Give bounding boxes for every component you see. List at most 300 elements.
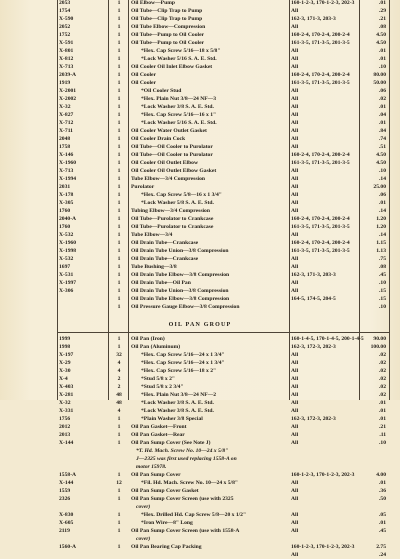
unit-price: 2.75 [376,544,386,550]
part-number: 1697 [59,264,71,270]
table-row [0,455,400,463]
unit-price: .01 [379,200,386,206]
applicable-models: All [291,384,299,390]
unit-price: .14 [379,232,386,238]
table-row [0,63,400,71]
part-number: X-32 [59,400,71,406]
part-description: Tube Elbow—3/4 [131,232,173,238]
part-description: Oil Drain Tube Union—3/8 Compression [131,288,229,294]
quantity: 1 [117,248,121,254]
part-number: 2039-A [59,72,77,78]
part-description: *Lock Washer 5/16 S. A. E. Std. [141,120,217,126]
part-description: *Lock Washer 3/8 S. A. E. Std. [141,400,214,406]
applicable-models: All [291,264,299,270]
part-description: Oil Cooler Oil Outlet Elbow Gasket [131,168,217,174]
table-row [0,215,400,223]
unit-price: 100.00 [370,344,386,350]
quantity: 1 [117,256,121,262]
table-row [0,263,400,271]
applicable-models: 161-3-5, 171-3-5, 201-3-5 [291,160,350,166]
part-number: 1560-A [59,544,77,550]
unit-price: .04 [379,112,386,118]
table-row [0,15,400,23]
quantity: 1 [117,344,121,350]
unit-price: .15 [379,296,386,302]
table-row [0,367,400,375]
part-number: 1999 [59,336,71,342]
part-description: *Hex. Drilled Hd. Cap Screw 5/8—20 x 1/2" [141,512,247,518]
applicable-models: 160-2-4, 170-2-4, 200-2-4 [291,216,350,222]
applicable-models: All [291,208,299,214]
part-number: 1559 [59,488,71,494]
applicable-models: All [291,136,299,142]
part-description: Oil Drain Tube—Crankcase [131,240,199,246]
part-number: X-1998 [59,248,77,254]
unit-price: .01 [379,416,386,422]
part-description: *Lock Washer 3/8 S. A. E. Std. [141,408,214,414]
part-number: X-801 [59,48,74,54]
unit-price: 4.50 [376,32,386,38]
table-row [0,479,400,487]
applicable-models: All [291,376,299,382]
table-row [0,39,400,47]
table-row [0,127,400,135]
unit-price: .51 [379,144,386,150]
part-description: *Hex. Cap Screw 5/16—18 x 2" [141,368,217,374]
quantity: 1 [117,0,121,6]
part-number: 2012 [59,424,71,430]
part-description: Oil Tube—Oil Cooler to Purolator [131,152,213,158]
part-number: 1919 [59,80,71,86]
quantity: 32 [116,352,122,358]
quantity: 4 [117,408,121,414]
unit-price: 50.00 [373,80,386,86]
part-number: X-29 [59,360,71,366]
table-row [0,511,400,519]
table-row [0,7,400,15]
part-description: *Hex. Plain Nut 3/8—24 NF—3 [141,96,217,102]
part-description: Oil Pan Gasket—Front [131,424,187,430]
quantity: 1 [117,152,121,158]
table-row [0,111,400,119]
table-row [0,79,400,87]
part-description: *Stud 5/8 x 2" [141,376,176,382]
part-description: *Plain Washer 3/8 Special [141,416,203,422]
applicable-models: All [291,552,299,558]
unit-price: .24 [379,552,386,558]
part-description: *Iron Wire—8" Long [141,520,193,526]
unit-price: .01 [379,0,386,6]
quantity: 1 [117,224,121,230]
applicable-models: All [291,528,299,534]
part-number: 2040-A [59,216,77,222]
quantity: 1 [117,544,121,550]
applicable-models: 160-2-4, 170-2-4, 200-2-4 [291,240,350,246]
part-number: X-403 [59,384,74,390]
quantity: 1 [117,112,121,118]
applicable-models: All [291,128,299,134]
table-row [0,175,400,183]
quantity: 1 [117,72,121,78]
quantity: 1 [117,136,121,142]
part-number: X-281 [59,392,74,398]
part-number: X-812 [59,56,74,62]
part-number: 1758 [59,144,71,150]
quantity: 1 [117,272,121,278]
table-row [0,543,400,551]
applicable-models: 160-1-2-3, 170-1-2-3, 202-3 [291,544,355,550]
quantity: 1 [117,512,121,518]
quantity: 4 [117,368,121,374]
unit-price: 90.00 [373,336,386,342]
part-number: X-712 [59,120,74,126]
quantity: 1 [117,168,121,174]
part-description: Tubing Elbow—3/4 Compression [131,208,210,214]
table-row [0,199,400,207]
quantity: 1 [117,232,121,238]
part-number: 1756 [59,416,71,422]
unit-price: .45 [379,272,386,278]
table-row [0,87,400,95]
applicable-models: 162-3, 171-3, 203-3 [291,272,336,278]
table-row [0,447,400,455]
part-number: X-713 [59,168,74,174]
unit-price: .21 [379,16,386,22]
part-number: X-4 [59,376,68,382]
quantity: 1 [117,264,121,270]
applicable-models: All [291,440,299,446]
applicable-models: All [291,480,299,486]
applicable-models: 161-3-5, 171-3-5, 201-3-5 [291,224,350,230]
part-description: *Lock Washer 5/16 S. A. E. Std. [141,56,217,62]
part-number: X-830 [59,512,74,518]
unit-price: .10 [379,168,386,174]
part-number: 2013 [59,432,71,438]
quantity: 1 [117,24,121,30]
part-description: *Stud 5/8 x 2 3/4" [141,384,184,390]
applicable-models: All [291,88,299,94]
table-row [0,287,400,295]
unit-price: .01 [379,480,386,486]
unit-price: .45 [379,528,386,534]
table-row [0,207,400,215]
applicable-models: All [291,424,299,430]
table-row [0,519,400,527]
applicable-models: 162-3, 172-3, 202-3 [291,416,336,422]
quantity: 1 [117,192,121,198]
applicable-models: All [291,176,299,182]
part-description: Purolator [131,184,155,190]
unit-price: 25.00 [373,184,386,190]
applicable-models: All [291,48,299,54]
quantity: 1 [117,520,121,526]
unit-price: .10 [379,440,386,446]
table-row [0,303,400,311]
unit-price: 80.00 [373,72,386,78]
part-number: X-1960 [59,160,77,166]
unit-price: .01 [379,400,386,406]
unit-price: .02 [379,392,386,398]
applicable-models: All [291,96,299,102]
part-description: Oil Drain Tube—Oil Pan [131,280,191,286]
part-description: *Hex. Cap Screw 5/16—18 x 5/8" [141,48,221,54]
applicable-models: All [291,400,299,406]
unit-price: .06 [379,88,386,94]
table-row [0,135,400,143]
part-number: X-178 [59,192,74,198]
unit-price: .10 [379,280,386,286]
part-description: J—2325 was first used replacing 1558-A on [136,456,237,462]
part-number: X-306 [59,288,74,294]
applicable-models: All [291,56,299,62]
quantity: 1 [117,144,121,150]
unit-price: .02 [379,352,386,358]
quantity: 1 [117,416,121,422]
part-number: X-711 [59,128,73,134]
quantity: 1 [117,16,121,22]
part-description: Oil Tube—Purolator to Crankcase [131,216,214,222]
quantity: 1 [117,128,121,134]
part-description: Oil Drain Tube Union—3/8 Compression [131,248,229,254]
table-row [0,151,400,159]
table-row [0,143,400,151]
part-number: 2048 [59,136,71,142]
quantity: 1 [117,280,121,286]
part-number: X-305 [59,200,74,206]
part-description: Oil Elbow—Pump [131,0,175,6]
table-row [0,487,400,495]
unit-price: 1.20 [376,216,386,222]
part-number: X-591 [59,40,74,46]
part-number: X-532 [59,232,74,238]
part-description: *Fil. Hd. Mach. Screw No. 10—24 x 5/8" [141,480,239,486]
part-number: 2119 [59,528,70,534]
quantity: 1 [117,48,121,54]
part-number: 2326 [59,496,71,502]
part-number: X-605 [59,520,74,526]
table-row [0,71,400,79]
part-number: X-590 [59,16,74,22]
table-row [0,231,400,239]
part-description: Oil Pan Sump Cover (See Note J) [131,440,211,446]
applicable-models: All [291,64,299,70]
applicable-models: All [291,512,299,518]
table-row [0,423,400,431]
part-description: Tube Bushing—3/8 [131,264,177,270]
quantity: 1 [117,288,121,294]
applicable-models: All [291,192,299,198]
quantity: 48 [116,400,122,406]
table-row [0,399,400,407]
part-description: Oil Pan (Iron) [131,336,165,342]
unit-price: .02 [379,368,386,374]
applicable-models: All [291,432,299,438]
part-number: X-531 [59,272,74,278]
table-row [0,191,400,199]
quantity: 1 [117,80,121,86]
table-row [0,335,400,343]
part-number: X-146 [59,152,74,158]
unit-price: .06 [379,192,386,198]
applicable-models: 161-3-5, 171-3-5, 201-3-5 [291,80,350,86]
applicable-models: 160-1-2-3, 170-1-2-3, 202-3 [291,0,355,6]
table-row [0,431,400,439]
part-description: cover) [136,536,151,542]
unit-price: .01 [379,408,386,414]
table-row [0,31,400,39]
table-row [0,271,400,279]
section-title-oil-pan-group: OIL PAN GROUP [168,322,232,328]
part-number: X-1960 [59,240,77,246]
part-description: Oil Pan Gasket—Rear [131,432,185,438]
quantity: 1 [117,176,121,182]
part-number: 1754 [59,8,71,14]
table-row [0,55,400,63]
part-description: *T. Hd. Mach. Screw No. 10—24 x 5/8" [136,448,229,454]
part-description: Oil Pan Sump Cover Screen (use with 1558-A [131,528,240,534]
table-row [0,0,400,7]
part-number: X-32 [59,104,71,110]
quantity: 1 [117,440,121,446]
unit-price: .01 [379,104,386,110]
quantity: 1 [117,424,121,430]
applicable-models: All [291,392,299,398]
part-description: Oil Cooler [131,80,157,86]
unit-price: 4.50 [376,40,386,46]
table-row [0,239,400,247]
part-description: Oil Pressure Gauge Elbow—3/8 Compression [131,304,240,310]
unit-price: .01 [379,56,386,62]
unit-price: .74 [379,136,386,142]
table-row [0,255,400,263]
unit-price: .01 [379,520,386,526]
part-description: *Hex. Cap Screw 5/16—24 x 1 3/4" [141,360,225,366]
quantity: 2 [117,384,121,390]
part-description: Oil Cooler Drain Cock [131,136,186,142]
unit-price: .15 [379,288,386,294]
quantity: 1 [117,208,121,214]
applicable-models: 160-2-4, 170-2-4, 200-2-4 [291,32,350,38]
quantity: 1 [117,200,121,206]
part-number: 1998 [59,344,71,350]
part-description: Oil Tube—Clip Trap to Pump [131,8,203,14]
applicable-models: All [291,24,299,30]
table-row [0,167,400,175]
part-description: *Hex. Plain Nut 3/8—24 NF—2 [141,392,217,398]
applicable-models: All [291,8,299,14]
part-description: Oil Pan (Aluminum) [131,344,181,350]
unit-price: .50 [379,496,386,502]
part-description: Oil Pan Sump Cover Screen (use with 2325 [131,496,234,502]
part-description: Oil Tube—Purolator to Crankcase [131,224,214,230]
table-row [0,279,400,287]
applicable-models: 160-2-4, 170-2-4, 200-2-4 [291,152,350,158]
applicable-models: 161-3-5, 171-3-5, 201-3-5 [291,248,350,254]
quantity: 1 [117,216,121,222]
applicable-models: 162-3, 172-3, 202-3 [291,344,336,350]
part-description: Oil Tube—Clip Trap to Pump [131,16,203,22]
applicable-models: All [291,352,299,358]
quantity: 1 [117,432,121,438]
part-description: Oil Drain Tube—Crankcase [131,256,199,262]
applicable-models: All [291,200,299,206]
unit-price: 1.20 [376,224,386,230]
table-row [0,415,400,423]
quantity: 1 [117,336,121,342]
unit-price: .14 [379,176,386,182]
part-description: Oil Pan Sump Cover [131,472,181,478]
part-number: X-827 [59,112,74,118]
table-row [0,95,400,103]
part-number: 1558-A [59,472,77,478]
applicable-models: All [291,184,299,190]
part-number: X-331 [59,408,74,414]
part-description: Oil Drain Tube Elbow—3/8 Compression [131,272,230,278]
quantity: 1 [117,8,121,14]
part-description: Oil Drain Tube Elbow—3/8 Compression [131,296,230,302]
quantity: 4 [117,360,121,366]
applicable-models: All [291,256,299,262]
part-description: Oil Tube—Pump to Oil Cooler [131,40,205,46]
unit-price: .84 [379,128,386,134]
applicable-models: All [291,280,299,286]
part-number: X-1997 [59,280,77,286]
part-description: Oil Pan Bearing Cap Packing [131,544,202,550]
quantity: 12 [116,480,122,486]
applicable-models: All [291,104,299,110]
quantity: 1 [117,64,121,70]
table-row [0,343,400,351]
table-row [0,223,400,231]
quantity: 2 [117,376,121,382]
applicable-models: All [291,120,299,126]
unit-price: .01 [379,120,386,126]
unit-price: 1.13 [376,248,386,254]
part-number: X-2002 [59,96,77,102]
quantity: 1 [117,160,121,166]
table-row [0,527,400,535]
unit-price: 4.50 [376,152,386,158]
table-row [0,535,400,543]
part-number: X-197 [59,352,74,358]
applicable-models: All [291,168,299,174]
part-description: motor 15978. [136,464,167,470]
table-row [0,471,400,479]
section-divider [57,332,389,333]
part-description: cover) [136,504,151,510]
table-row [0,47,400,55]
applicable-models: All [291,368,299,374]
quantity: 1 [117,528,121,534]
table-row [0,407,400,415]
unit-price: .10 [379,304,386,310]
unit-price: .02 [379,96,386,102]
part-description: *Hex. Cap Screw 5/8—16 x 1 3/4" [141,192,222,198]
part-number: X-532 [59,256,74,262]
unit-price: .05 [379,512,386,518]
part-number: X-30 [59,368,71,374]
applicable-models: All [291,360,299,366]
quantity: 1 [117,96,121,102]
part-description: Oil Tube—Pump to Oil Cooler [131,32,205,38]
applicable-models: All [291,232,299,238]
part-description: Oil Cooler Water Outlet Gasket [131,128,207,134]
part-number: 2053 [59,0,71,6]
applicable-models: All [291,144,299,150]
unit-price: .14 [379,208,386,214]
unit-price: .29 [379,8,386,14]
table-row [0,159,400,167]
